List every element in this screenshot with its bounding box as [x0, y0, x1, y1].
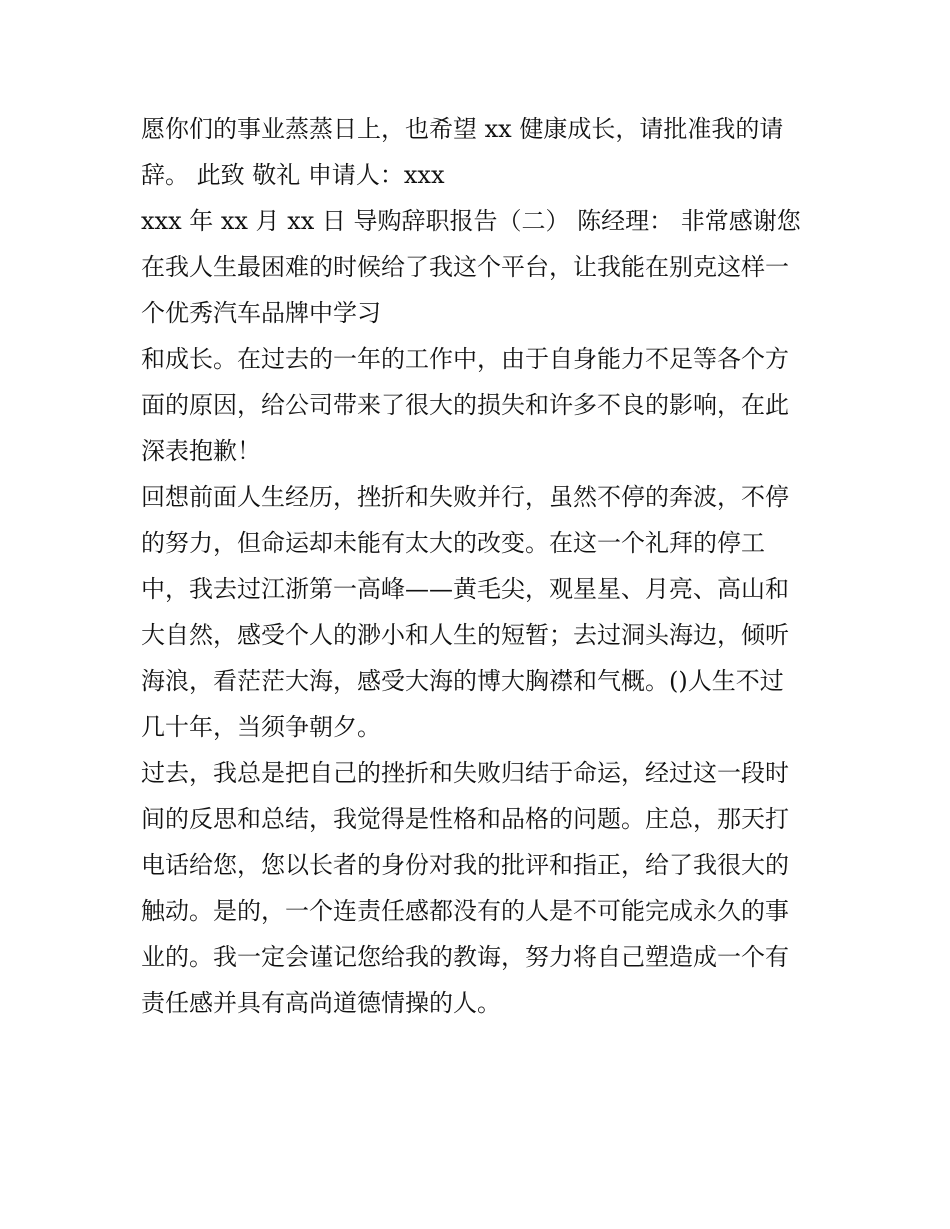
text-line: 在我人生最困难的时候给了我这个平台，让我能在别克这样一 [141, 253, 789, 281]
text-line: 电话给您，您以长者的身份对我的批评和指正，给了我很大的 [141, 851, 789, 879]
text-line: 间的反思和总结，我觉得是性格和品格的问题。庄总，那天打 [141, 805, 789, 833]
text-line: 责任感并具有高尚道德情操的人。 [141, 989, 501, 1017]
document-body [141, 106, 821, 1026]
text-line: 个优秀汽车品牌中学习 [141, 299, 381, 327]
text-line: 过去，我总是把自己的挫折和失败归结于命运，经过这一段时 [141, 759, 789, 787]
text-line: 几十年，当须争朝夕。 [141, 713, 381, 741]
text-line: 中，我去过江浙第一高峰——黄毛尖，观星星、月亮、高山和 [141, 575, 789, 603]
text-line: 的努力，但命运却未能有太大的改变。在这一个礼拜的停工 [141, 529, 765, 557]
text-line: 业的。我一定会谨记您给我的教诲，努力将自己塑造成一个有 [141, 943, 789, 971]
text-line: 面的原因，给公司带来了很大的损失和许多不良的影响，在此 [141, 391, 789, 419]
text-line: 海浪，看茫茫大海，感受大海的博大胸襟和气概。()人生不过 [141, 667, 784, 695]
text-line: 辞。 此致 敬礼 申请人：xxx [141, 161, 445, 189]
text-line: 愿你们的事业蒸蒸日上，也希望 xx 健康成长，请批准我的请 [141, 115, 784, 143]
text-line: xxx 年 xx 月 xx 日 导购辞职报告（二） 陈经理： 非常感谢您 [141, 207, 801, 235]
text-line: 和成长。在过去的一年的工作中，由于自身能力不足等各个方 [141, 345, 789, 373]
text-line: 深表抱歉！ [141, 437, 261, 465]
text-line: 回想前面人生经历，挫折和失败并行，虽然不停的奔波，不停 [141, 483, 789, 511]
text-line: 大自然，感受个人的渺小和人生的短暂；去过洞头海边，倾听 [141, 621, 789, 649]
text-line: 触动。是的，一个连责任感都没有的人是不可能完成永久的事 [141, 897, 789, 925]
